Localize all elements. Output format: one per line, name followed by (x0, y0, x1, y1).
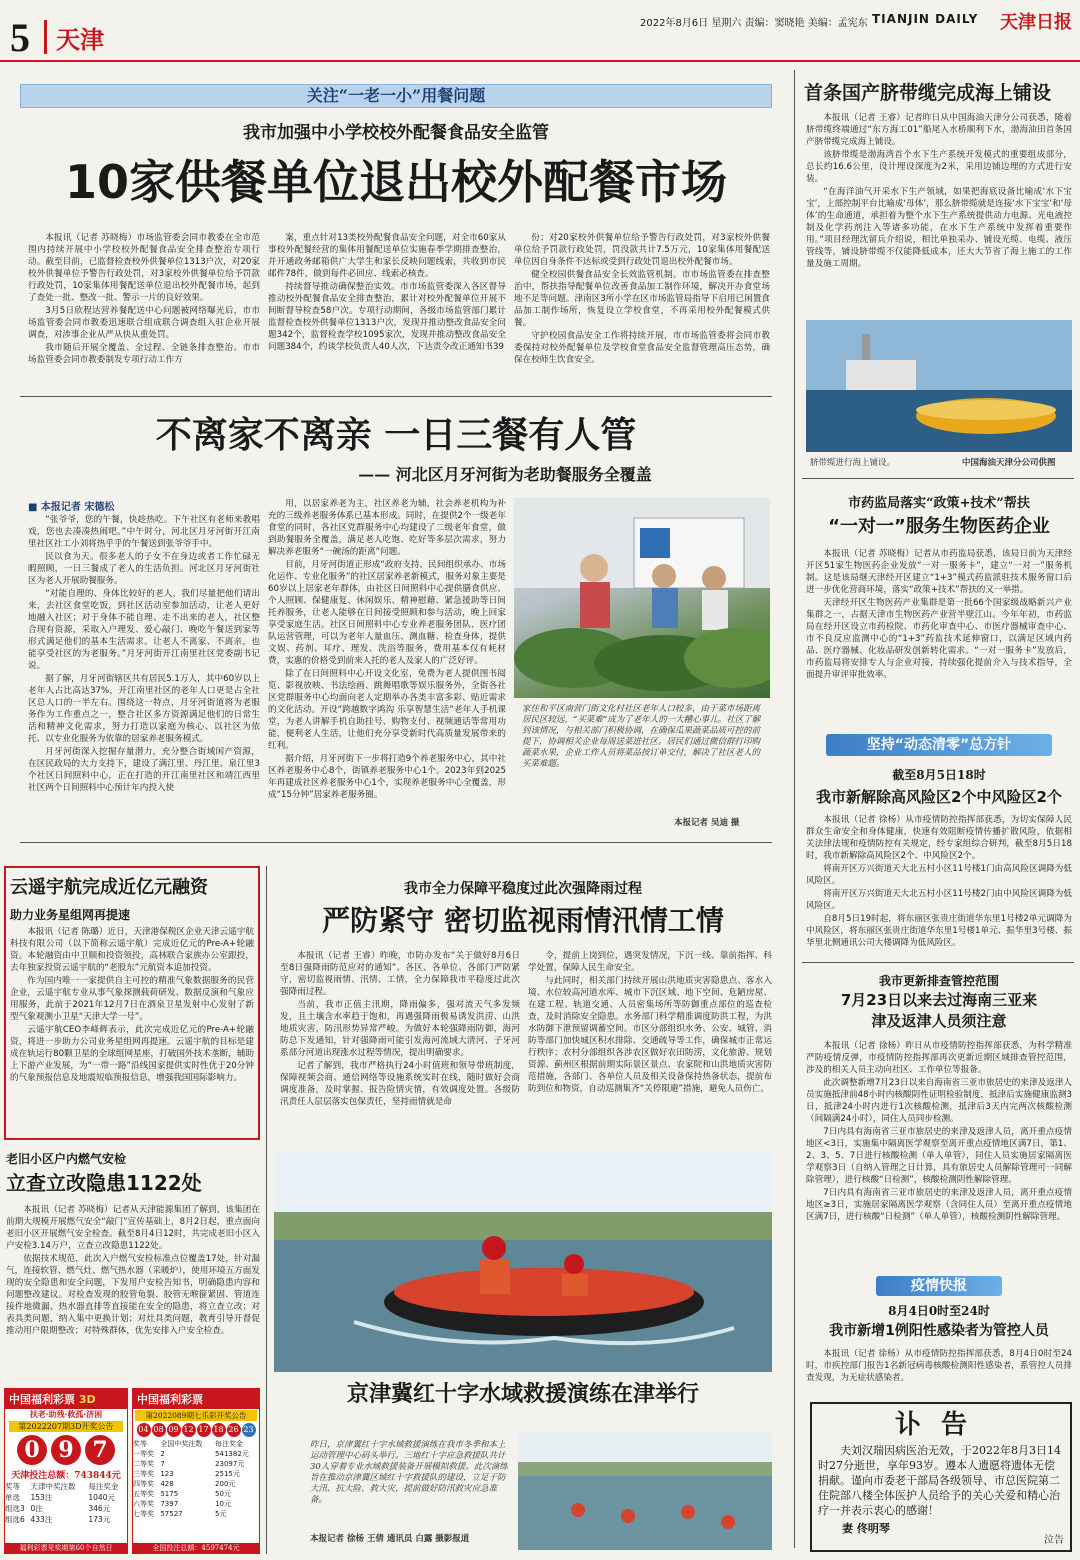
lottery-ball: 04 (137, 1423, 151, 1437)
right-s4-headline: 7月23日以来去过海南三亚来津及返津人员须注意 (840, 991, 1038, 1030)
table-row (133, 1479, 259, 1489)
paragraph: 本报讯（记者 徐杨）从市疫情防控指挥部获悉，为切实保障人民群众生命安全和身体健康，快速有效阻断疫情传播扩散风险，依据相关法律法规和疫情防控有关规定，经专家组综合研判，截至8月5日18时，我市新解除高风险区2个、中风险区2个。 (806, 815, 1072, 861)
story4-body (6, 1204, 260, 1382)
paragraph: 7日内具有海南省三亚市旅居史的来津及返津人员，离开重点疫情地区<3日，实施集中隔离医学观察至离开重点疫情地区满7日，第1、2、3、5、7日进行核酸检测（单人单管），同住人员实施居家隔离医学观察3日（自纳入管理之日计算，具有旅居史人员解除管理可一同解除管理），进行核酸“日检测”，核酸检测阴性解除管理。 (806, 1127, 1072, 1185)
paragraph: 该脐带缆是渤海湾首个水下生产系统开发模式的重要组成部分，总长约16.6公里，设计埋设深度为2米，采用边铺边埋的方式进行安装。 (806, 150, 1072, 184)
lottery-ball: 12 (182, 1423, 196, 1437)
lottery-ball: 08 (152, 1423, 166, 1437)
obituary-notice (810, 1402, 1072, 1552)
market-photo-illustration (514, 498, 770, 698)
table-header (133, 1439, 259, 1449)
obituary-title: 讣告 (894, 1410, 987, 1440)
table-cell: 123 (160, 1470, 174, 1478)
paragraph: 自8月5日19时起，将东丽区张贵庄街道华东里1号楼2单元调降为中风险区，将东丽区张贵庄街道华东里1号楼1单元、振华里3号楼、振华里北侧通讯公司大楼调降为低风险区。 (806, 914, 1072, 948)
story2-headline: 不离家不离亲 一日三餐有人管 (155, 415, 637, 456)
masthead-en: TIANJIN DAILY (872, 12, 979, 26)
table-cell: 23097元 (215, 1460, 245, 1468)
right-s2-body (806, 548, 1072, 724)
right-s4-body (806, 1040, 1072, 1266)
lottery-ball: 26 (227, 1423, 241, 1437)
right-s5-kicker: 8月4日0时至24时 (888, 1304, 990, 1318)
paragraph: 本报讯（记者 王睿）记者昨日从中国海油天津分公司获悉，随着脐带缆终端通过“东方海工01”船尾入水桥顺利下水，渤海油田首条国产脐带缆完成海上铺设。 (806, 113, 1072, 147)
story1-col1 (28, 232, 260, 390)
table-cell: 5175 (160, 1490, 179, 1498)
paragraph: 3月5日欣程达营养餐配送中心问题被网络曝光后，市市场监管委会同市教委迅速联合组成联合调查组入驻企业开展调查，对涉事企业从严从快从重处罚。 (28, 306, 260, 340)
lottery-sales: 天津投注总额：743844元 (11, 1471, 121, 1481)
lottery-ball: 18 (212, 1423, 226, 1437)
table-cell: 七等奖 (133, 1510, 154, 1518)
paragraph: 云遥宇航CEO李峰辉表示，此次完成近亿元的Pre-A+轮融资，将进一步助力公司业务星组网再提速。云遥宇航的目标是建成在轨运行80颗卫星的全球组网星座，打破国外技术垄断，辅助上下游产业发展，为“一带一路”沿线国家提供实时性优于20分钟的气象预报信息及地震短临预报信息，增强我国国际影响力。 (10, 1025, 254, 1083)
table-cell: 四等奖 (133, 1480, 154, 1488)
story1-col3 (514, 232, 770, 390)
story1-kicker: 关注“一老一小”用餐问题 (306, 86, 486, 105)
story3-headline: 云遥宇航完成近亿元融资 (10, 877, 208, 898)
story2-col2 (268, 498, 506, 836)
table-cell: 541382元 (215, 1450, 249, 1458)
paragraph: 本报讯（记者 王睿）昨晚，市防办发布“关于做好8月6日至8日强降雨防范应对的通知”。各区、各单位、各部门严防紧守，密切监视雨情、汛情、工情，全力保障我市平稳度过此次强降雨过程。 (280, 951, 520, 997)
table-cell: 一等奖 (133, 1450, 154, 1458)
paragraph: 本报讯（记者 苏晓梅）记者从市药监局获悉，该局日前为天津经开区51家生物医药企业发放“一对一服务卡”，建立“一对一”服务机制。这是该局继天津经开区建立“1+3”模式药监派驻技术服务窗口后进一步优化营商环境，落实“政策+技术”帮扶的又一举措。 (806, 549, 1072, 595)
issue-meta: 2022年8月6日 星期六 责编：窦晓艳 美编：孟宪东 (640, 18, 868, 29)
paragraph: 作为国内唯一一家提供自主可控的精准气象数据服务的民营企业，云遥宇航专业从事气象探测载荷研发、数据反演和气象应用服务，此前于2021年12月7日在酒泉卫星发射中心发射了新型气象观测小卫星“天津大学一号”。 (10, 976, 254, 1022)
paragraph: 天津经开区生物医药产业集群是第一批66个国家级战略新兴产业集群之一，占据天津市生物医药产业营半壁江山。今年年初，市药监局在经开区设立市药检院、市药化审查中心、市医疗器械审查中心、市不良反应监测中心的“1+3”药监技术延伸窗口，以满足区域内药品、医疗器械、化妆品研发创新转化需求。“一对一服务卡”发放后，市药监局将安排专人与企业对接，持续强化提前介入与技术指导，全面提升审评审批效率。 (806, 598, 1072, 680)
lottery-numbers (5, 1435, 127, 1465)
lottery-3d-ad (4, 1388, 128, 1554)
story5-subhead: 我市全力保障平稳度过此次强降雨过程 (404, 881, 642, 897)
lottery-draw: 第2022089期七乐彩开奖公告 (135, 1410, 257, 1421)
story4-kicker: 老旧小区户内燃气安检 (6, 1152, 127, 1166)
right-s2-kicker: 市药监局落实“政策+技术”帮扶 (848, 496, 1030, 511)
right-column-rule (794, 70, 795, 1548)
story5-col1 (280, 950, 520, 1138)
platform-credit: 中国海油天津分公司供图 (962, 458, 1056, 468)
platform-photo-illustration (806, 320, 1072, 452)
paragraph: 健全校园供餐食品安全长效监管机制。市市场监管委在排查整治中，帮扶指导配餐单位改善食品加工制作环境，解决开办食堂场地不足等问题。津南区3所小学在区市场监管局指导下启用已闲置食品加工制作场所，恢复设立学校食堂，不再采用校外配餐模式供餐。 (514, 270, 770, 328)
paragraph: 除了在日间照料中心开设文化室，免费为老人提供图书阅览、影视放映、书法绘画、跳舞唱歌等娱乐服务外，全街各社区党群服务中心均面向老人定期举办各类丰富多彩、贴近需求的文化活动。开设“跨越数字鸿沟 乐享智慧生活”老年人手机课堂，为老人讲解手机自助挂号、购物支付、视频通话等常用功能，便利老人生活，让他们充分享受新时代高质量发展带来的红利。 (268, 669, 506, 751)
rescue-photo-main (274, 1152, 772, 1372)
table-cell: 10元 (215, 1500, 231, 1508)
lottery-ball: 7 (85, 1435, 115, 1465)
table-cell: 每注奖金 (88, 1482, 119, 1491)
table-cell: 二等奖 (133, 1460, 154, 1468)
story5-headline: 严防紧守 密切监视雨情汛情工情 (322, 904, 724, 937)
story1-col2 (268, 232, 506, 390)
table-row (133, 1509, 259, 1519)
table-cell: 50元 (215, 1490, 231, 1498)
right-s5-headline: 我市新增1例阳性感染者为管控人员 (829, 1323, 1049, 1339)
paragraph: 本报讯（记者 苏晓梅）记者从天津能源集团了解到，该集团在前期大规模开展燃气安全“敲门”宣传基础上，8月2日起，重点面向老旧小区开展燃气安全检查。截至8月4日12时，共完成老旧小区入户安检3.14万户，立查立改隐患1122处。 (6, 1205, 260, 1251)
story2-subhead: —— 河北区月牙河街为老助餐服务全覆盖 (358, 465, 652, 484)
section-divider (20, 842, 772, 843)
table-row (5, 1514, 127, 1525)
table-cell: 每注奖金 (215, 1440, 244, 1448)
table-cell: 六等奖 (133, 1500, 154, 1508)
platform-photo (806, 320, 1072, 452)
table-cell: 组选6 (5, 1515, 25, 1524)
rescue-photo-illustration (274, 1152, 772, 1372)
paragraph: 本报讯（记者 陈璐）近日，天津港保税区企业天津云遥宇航科技有限公司（以下简称云遥宇航）完成近亿元的Pre-A+轮融资。本轮融资由中卫顺和投资领投，高林联合家族办公室跟投，去年独家投资云遥宇航的“老股东”元航资本追加投资。 (10, 927, 254, 973)
lottery-qlc-ad (132, 1388, 260, 1554)
table-header (5, 1481, 127, 1492)
story2-col1 (28, 514, 260, 836)
table-row (133, 1499, 259, 1509)
right-s3-kicker: 截至8月5日18时 (892, 768, 986, 782)
table-cell: 7 (160, 1460, 165, 1468)
paragraph: 此次调整新增7月23日以来自海南省三亚市旅居史的来津及返津人员实施抵津前48小时内核酸阴性证明检验制度，抵津后实施健康监测3日，抵津24小时内进行1次核酸检测，抵津后3天内完两次核酸检测（间隔满24小时），同住人员同步检测。 (806, 1078, 1072, 1124)
paragraph: 本报讯（记者 徐杨）从市疫情防控指挥部获悉，8月4日0时至24时，市疾控部门报告1名新冠病毒核酸检测阳性感染者，系管控人员排查发现，为无症状感染者。 (806, 1349, 1072, 1383)
page-number: 5 (10, 15, 30, 60)
lottery-table (5, 1481, 127, 1525)
paragraph: 依据技术规范，此次入户燃气安检标准点位覆盖17处，针对漏气，连接软管、燃气灶、燃气热水器（采暖炉），使用环境五方面发现的安全隐患和安全问题，下发用户安检告知书，明确隐患内容和问题整改建议。对检查发现的胶管龟裂、胶管无喉箍紧固、管道连接件地微漏、热水器直排等直接能在安全的隐患，将立查立改；对表具类问题，纳入集中更换计划；对灶具类问题，教育引导开督促推动用户限期整改；对特殊群体，优先安排入户安全检查。 (6, 1254, 260, 1336)
lottery-draw: 第2022207期3D开奖公告 (9, 1421, 123, 1432)
epidemic-news-banner: 疫情快报 (876, 1276, 1002, 1296)
lottery-footer: 福利彩票见奖期第60个自然日 (5, 1543, 127, 1553)
lottery-numbers (133, 1423, 259, 1437)
right-s4-kicker: 我市更新排查管控范围 (878, 974, 999, 988)
paragraph: 用，以居家养老为主，社区养老为辅，社会养老机构为补充的三级养老服务体系已基本形成。同时，在提供2个一级老年食堂的同时，各社区党群服务中心均建设了二级老年食堂，做到助餐服务全覆盖，满足老人吃饱、吃好等多层次需求，努力解决养老服务“一碗汤的距离”问题。 (268, 499, 506, 557)
story3-body (10, 926, 254, 1134)
story1-headline: 10家供餐单位退出校外配餐市场 (64, 155, 727, 209)
right-s1-body (806, 112, 1072, 314)
paragraph: 据了解，月牙河街辖区共有居民5.1万人，其中60岁以上老年人占比高达37%，开江南里社区的老年人口更是占全社区总人口的一半左右。围绕这一特点，月牙河街道将为老服务作为工作重点之一，整合社区多方资源满足他们的日常生活和精神文化需求，努力打造以家庭为核心、以社区为依托、以专业化服务为依靠的居家养老服务模式。 (28, 674, 260, 744)
lottery-slogan: 扶老·助残·救孤·济困 (29, 1409, 103, 1419)
column-rule (266, 866, 267, 1554)
table-row (133, 1469, 259, 1479)
paragraph: “张爷爷，您的午餐，快趁热吃。下午社区有老师来教唱戏，您也去凑凑热闹吧。”中午时分，河北区月牙河街开江南里社区社工小刘将热乎乎的午餐送到张爷爷手中。 (28, 515, 260, 549)
table-cell: 7397 (160, 1500, 179, 1508)
paragraph: 月牙河街深入挖掘存量潜力，充分整合街域闲产资源，在区民政局的大力支持下，建设了满江里、丹江里、泉江里3个社区日间照料中心，正在打造的开江南里社区和靖江西里社区两个日间照料中心预计年内投入使 (28, 747, 260, 793)
header-divider (44, 20, 47, 54)
kicker-band (20, 84, 772, 108)
platform-caption: 脐带缆进行海上铺设。 (810, 458, 896, 468)
table-cell: 五等奖 (133, 1490, 154, 1498)
lottery-brand: 中国福利彩票 3D (5, 1389, 127, 1409)
section-divider (20, 396, 772, 397)
table-row (133, 1489, 259, 1499)
market-photo-caption: 家住和平区南营门街文化村社区老年人口较多，由于菜市场距离居民区较远，“买菜难”成为了老年人的一大糟心事儿。社区了解到该情况，与相关部门积极协调，在确保瓜果蔬菜品质可控的前提下，协调相关企业每周送菜进社区。居民们通过微信群打印购蔬菜水果，企业工作人员将菜品按订单交付，解决了社区老人的买菜难题。 (522, 704, 761, 769)
paragraph: 7日内具有海南省三亚市旅居史的来津及返津人员，离开重点疫情地区≥3日，实施居家隔离医学观察（含同住人员）至离开重点疫情地区满7日，进行核酸“日检测”（单人单管），核酸检测阴性解除管理。 (806, 1188, 1072, 1222)
story5-col2 (528, 950, 772, 1138)
paragraph: 我市随后开展全覆盖、全过程、全链条排查整治。市市场监管委会同市教委制发专项行动工作方 (28, 343, 260, 365)
paragraph: 民以食为天。很多老人的子女不在身边或者工作忙碌无暇照顾，一日三餐成了老人的生活负担。河北区月牙河街社区为老人开展助餐服务。 (28, 552, 260, 586)
obituary-sign-label: 泣告 (1044, 1535, 1064, 1546)
paragraph: 将南开区万兴街道天大北五村小区11号楼1门由高风险区调降为低风险区。 (806, 864, 1072, 886)
table-cell: 200元 (215, 1480, 236, 1488)
table-row (5, 1503, 127, 1514)
table-cell: 1040元 (88, 1493, 115, 1502)
paragraph: 守护校园食品安全工作将持续开展，市市场监管委将会同市教委保持对校外配餐单位及学校食堂食品安全监督管理高压态势，确保在校师生饮食安全。 (514, 331, 770, 365)
paragraph: 持续督导推动确保整治实效。市市场监管委深入各区督导推动校外配餐食品安全排查整治，累计对校外配餐单位开展不间断督导检查58户次。专项行动期间，各级市场监管部门累计监督检查校外供餐单位1313户次，发现并推动整改食品安全问题342个，监督检查学校1095家次，发现并推动整改食品安全问题384个，约谈学校负责人40人次，下达责令改正通知书39 (268, 282, 506, 352)
table-cell: 天津中奖注数 (30, 1482, 76, 1491)
section-divider (802, 962, 1074, 963)
header-rule (0, 60, 1080, 62)
table-row (5, 1492, 127, 1503)
table-cell: 346元 (88, 1504, 111, 1513)
right-s3-headline: 我市新解除高风险区2个中风险区2个 (816, 788, 1062, 806)
right-s1-headline: 首条国产脐带缆完成海上铺设 (804, 82, 1052, 104)
obituary-signer: 妻 佟明琴 (842, 1522, 890, 1535)
lottery-special-ball: 23 (242, 1423, 256, 1437)
table-cell: 单选 (5, 1493, 20, 1502)
table-cell: 全国中奖注数 (160, 1440, 203, 1448)
story6-credit: 本报记者 徐杨 王倩 通讯员 白露 摄影报道 (310, 1534, 470, 1544)
section-divider (802, 478, 1074, 479)
paragraph: 记者了解到，我市严格执行24小时值班和领导带班制度，保障视频会商、通信网络等设施系统实时在线，随时做好会商调度准备，及时掌握、报告险情灾情，有效调度处置。各级防汛责任人层层落实包保责任，坚持雨情就是命 (280, 1061, 520, 1107)
table-row (133, 1449, 259, 1459)
paragraph: 据介绍，月牙河街下一步将打造9个养老服务中心，其中社区养老服务中心8个，街镇养老服务中心1个。2023年到2025年再建成社区养老服务中心1个，实现养老服务中心全覆盖，形成“15分钟”居家养老服务圈。 (268, 754, 506, 800)
paragraph: 当前，我市正值主汛期，降雨偏多，强对流天气多发频发，且土壤含水率趋于饱和，再遇强降雨极易诱发洪涝、山洪地质灾害，防汛形势异常严峻。为做好本轮强降雨防御，海河防总下发通知，针对强降雨可能引发海河流域大清河、子牙河系部分河道出现涨水过程等情况，提出明确要求。 (280, 1000, 520, 1058)
table-cell: 奖等 (133, 1440, 147, 1448)
zero-covid-banner: 坚持“动态清零”总方针 (826, 734, 1052, 756)
paragraph: 份；对20家校外供餐单位给予警告行政处罚，对3家校外供餐单位给予罚款行政处罚，罚没款共计7.5万元，10家集体用餐配送单位因自身条件不达标或受到行政处罚退出校外配餐市场。 (514, 233, 770, 267)
table-cell: 组选3 (5, 1504, 25, 1513)
lottery-footer: 全国投注总额：4597474元 (133, 1543, 259, 1553)
obituary-text: 夫刘汉瑞因病医治无效，于2022年8月3日14时27分逝世，享年93岁。遵本人遗愿将遗体无偿捐献。谨向市委老干部局各级领导、市总医院第二住院部八楼全体医护人员给予的关心关爱和精心治疗一并表示衷心的感谢！ (818, 1444, 1061, 1517)
paragraph: 令，提前上岗到位，遇突发情况，下沉一线、靠前指挥、科学处置，保障人民生命安全。 (528, 951, 772, 973)
lottery-brand: 中国福利彩票 (133, 1389, 259, 1409)
right-s2-headline: “一对一”服务生物医药企业 (828, 516, 1050, 537)
story3-subhead: 助力业务星组网再提速 (10, 908, 131, 922)
story1-subhead: 我市加强中小学校校外配餐食品安全监管 (243, 123, 549, 143)
paragraph: “在海洋油气开采水下生产领域，如果把海底设备比喻成‘水下宝宝’，上部控制平台比喻成‘母体’，那么脐带缆就是连接‘水下宝宝’和‘母体’的生命通道，承担着为整个水下生产系统提供动力电源、光电液控制及化学药剂注入等诸多功能，在水下生产系统中发挥着重要作用。”项目经理沈留兵介绍说，相比单独采办、铺设光缆、电缆、液压管线等，铺设脐带缆不仅能降低成本，还大大节省了海上施工的工作量及施工周期。 (806, 187, 1072, 269)
table-cell: 428 (160, 1480, 174, 1488)
right-s3-body (806, 814, 1072, 954)
lottery-table (133, 1439, 259, 1519)
story6-caption: 昨日，京津冀红十字水域救援演练在我市冬季和本上运动管理中心码头举行。三地红十字应急救援队共计30人穿着专业水域救援装备开展模拟救援。此次演练旨在推动京津冀区域红十字救援队的建设，立足于防大汛、抗大险、救大灾，提前做好防汛救灾应急准备。 (310, 1440, 508, 1505)
table-cell: 153注 (30, 1493, 53, 1502)
table-cell: 173元 (88, 1515, 111, 1524)
paragraph: 本报讯（记者 苏晓梅）市场监管委会同市教委在全市范围内持续开展中小学校校外配餐食品安全排查整治专项行动。截至目前，已监督检查校外供餐单位1313户次，对20家校外供餐单位予警告行政处罚，对3家校外供餐单位给予罚款行政处罚，10家集体用餐配送单位退出校外配餐市场，起到了查处一批、整改一批、警示一片的良好效果。 (28, 233, 260, 303)
paragraph: 案，重点针对13类校外配餐食品安全问题，对全市60家从事校外配餐经营的集体用餐配送单位实施春季学期排查整治，并开通政务邮箱供广大学生和家长反映问题线索，共收到市民邮件78件，做到每件必回应、线索必核查。 (268, 233, 506, 279)
story2-byline: ■ 本报记者 宋德松 (28, 502, 115, 513)
market-photo-credit: 本报记者 吴迪 摄 (674, 818, 740, 828)
rescue-photo-secondary-illustration (518, 1432, 772, 1550)
lottery-ball: 0 (17, 1435, 47, 1465)
table-cell: 2515元 (215, 1470, 240, 1478)
masthead-cn: 天津日报 (1000, 12, 1072, 33)
paragraph: 将南开区万兴街道天大北五村小区11号楼2门由中风险区调降为低风险区。 (806, 889, 1072, 911)
lottery-ball: 9 (51, 1435, 81, 1465)
table-cell: 57527 (160, 1510, 183, 1518)
story4-headline: 立查立改隐患1122处 (6, 1171, 202, 1195)
right-s5-body (806, 1348, 1072, 1398)
paragraph: 目前，月牙河街道正形成“政府支持、民间组织承办、市场化运作、专业化服务”的社区居家养老新模式，服务对象主要是60岁以上居家老年群体，由社区日间照料中心提供膳食供应、个人照顾、保健康复、休闲娱乐、精神慰藉、紧急援助等日间托养服务，让老人能够在日间接受照顾和参与活动，晚上回家享受家庭生活。社区日间照料中心专业养老服务团队、医疗团队运营管理，可以为老年人量血压、测血糖、检查身体，提供文娱、药剂、耳疗、理发、洗浴等服务，费用基本仅有耗材费，实惠的价格受到前来人托的老人及家人的广泛好评。 (268, 560, 506, 666)
section-name: 天津 (56, 25, 104, 54)
table-cell: 0注 (30, 1504, 43, 1513)
table-cell: 433注 (30, 1515, 53, 1524)
lottery-ball: 09 (167, 1423, 181, 1437)
rescue-photo-secondary (518, 1432, 772, 1550)
paragraph: “对能自理的、身体比较好的老人，我们尽量把他们请出来，去社区食堂吃饭，到社区活动室参加活动，让老人更好地融入社区；对于身体不能自理、走不出来的老人，社区整合现有资源，采取入户理发、爱心敲门、晚吃午餐送到家等形式满足他们的基本生活需求。让老人不离家、不离亲，也能享受社区的为老服务。”月牙河街开江南里社区党委副书记说。 (28, 589, 260, 671)
paragraph: 与此同时，相关部门持续开展山洪地质灾害隐患点、客水入境、水位较高河道水库、城市下沉区域、地下空间、危陋房屋、在建工程、轨道交通、人员密集场所等防御重点部位的巡查检查，及时消除安全隐患。水务部门科学精准调度防洪工程，为洪水防御下泄预留调蓄空间。市区分部组织水务、公安、城管、消防等部门加快城区积水排除、交通疏导等工作，确保城市正常运行秩序；农村分部组织各涉农区做好农田防涝，文化旅游、规划资源、蓟州区根据前期实际景区景点、农家院和山洪地质灾害防范措施，各部门、各单位人员及相关设备保持热备状态，提前布防到位和物资，自动巡测集齐“关停限避”措施，避免人员伤亡。 (528, 976, 772, 1094)
table-row (133, 1459, 259, 1469)
paragraph: 本报讯（记者 徐杨）昨日从市疫情防控指挥部获悉，为科学精准严防疫情反弹，市疫情防控指挥部再次更新近期区域排查管控范围，涉及的相关人员主动向社区、工作单位等报备。 (806, 1041, 1072, 1075)
table-cell: 奖等 (5, 1482, 20, 1491)
table-cell: 5元 (215, 1510, 227, 1518)
lottery-ball: 17 (197, 1423, 211, 1437)
table-cell: 三等奖 (133, 1470, 154, 1478)
story6-headline: 京津冀红十字水域救援演练在津举行 (346, 1382, 699, 1407)
market-photo (514, 498, 770, 698)
table-cell: 2 (160, 1450, 165, 1458)
